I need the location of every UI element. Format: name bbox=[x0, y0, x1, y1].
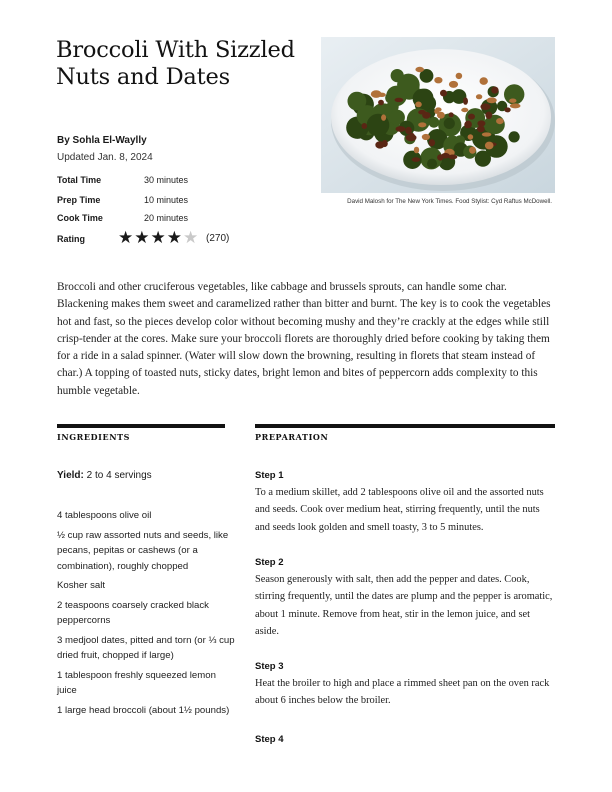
step-label: Step 1 bbox=[255, 470, 284, 481]
prep-time-value: 10 minutes bbox=[144, 195, 189, 205]
author-byline[interactable]: By Sohla El-Waylly bbox=[57, 135, 147, 146]
recipe-intro: Broccoli and other cruciferous vegetables, like cabbage and brussels sprouts, can handle some char. Blackening makes them sweet and caramelized rather than bitter and burnt. The key is to cook the vegetables hot and fast, so the pieces develop color without becoming mushy and they’re crackly at the edges while still crisp-tender at the cores. Make sure your broccoli florets are thoroughly dried before cooking by taking them for a ride in a salad spinner. (Water will slow down the browning, resulting in florets that steam instead of char.) A topping of toasted nuts, sticky dates, bright lemon and bites of peppercorn adds complexity to this humble vegetable. bbox=[57, 281, 551, 397]
step-text: Heat the broiler to high and place a rimmed sheet pan on the oven rack about 6 inches below the broiler. bbox=[255, 678, 550, 707]
yield-value: 2 to 4 servings bbox=[86, 470, 152, 481]
cook-time-value: 20 minutes bbox=[144, 213, 189, 223]
rating-stars[interactable] bbox=[118, 229, 198, 247]
step-2 bbox=[255, 557, 555, 640]
star-filled-icon[interactable]: ★ bbox=[166, 228, 182, 248]
ingredient-item: 1 tablespoon freshly squeezed lemon juice bbox=[57, 669, 216, 696]
star-filled-icon[interactable]: ★ bbox=[134, 228, 150, 248]
step-label: Step 4 bbox=[255, 734, 284, 745]
yield-label: Yield: bbox=[57, 470, 84, 481]
recipe-photo bbox=[321, 37, 555, 193]
ingredient-item: Kosher salt bbox=[57, 580, 105, 591]
ingredient-list bbox=[57, 508, 237, 722]
updated-date: Updated Jan. 8, 2024 bbox=[57, 152, 153, 163]
star-filled-icon[interactable]: ★ bbox=[118, 228, 134, 248]
yield bbox=[57, 470, 152, 481]
step-text: To a medium skillet, add 2 tablespoons olive oil and the assorted nuts and seeds. Cook over medium heat, stirring frequently, until the nuts and seeds look golden and smell toasty, 3 to 5 minutes. bbox=[255, 487, 544, 533]
step-label: Step 2 bbox=[255, 557, 284, 568]
ingredients-rule bbox=[57, 424, 225, 428]
ingredient-item: 4 tablespoons olive oil bbox=[57, 510, 152, 521]
cook-time-label: Cook Time bbox=[57, 213, 103, 223]
ingredient-item: 1 large head broccoli (about 1½ pounds) bbox=[57, 704, 230, 716]
ingredient-item: 3 medjool dates, pitted and torn (or ⅓ cup dried fruit, chopped if large) bbox=[57, 634, 235, 661]
total-time-value: 30 minutes bbox=[144, 175, 189, 185]
total-time-label: Total Time bbox=[57, 175, 102, 185]
step-3 bbox=[255, 661, 555, 710]
photo-caption: David Malosh for The New York Times. Food Stylist: Cyd Raftus McDowell. bbox=[347, 198, 552, 205]
step-text: Season generously with salt, then add the pepper and dates. Cook, stirring frequently, until the dates are plump and the pepper is aromatic, about 1 minute. Remove from heat, stir in the lemon juice, and set aside. bbox=[255, 574, 553, 637]
rating-label: Rating bbox=[57, 234, 85, 244]
recipe-title: Broccoli With Sizzled Nuts and Dates bbox=[56, 37, 295, 90]
ingredient-item: ½ cup raw assorted nuts and seeds, like pecans, pepitas or cashews (or a combination), roughly chopped bbox=[57, 529, 229, 572]
preparation-rule bbox=[255, 424, 555, 428]
preparation-heading: PREPARATION bbox=[255, 432, 329, 442]
ingredients-heading: INGREDIENTS bbox=[57, 432, 131, 442]
step-4 bbox=[255, 734, 555, 748]
broccoli-dish-illustration bbox=[321, 37, 555, 193]
star-filled-icon[interactable]: ★ bbox=[150, 228, 166, 248]
prep-time-label: Prep Time bbox=[57, 195, 101, 205]
step-1 bbox=[255, 470, 555, 536]
rating-count[interactable]: (270) bbox=[206, 233, 230, 244]
star-empty-icon[interactable]: ★ bbox=[183, 228, 199, 248]
step-label: Step 3 bbox=[255, 661, 284, 672]
ingredient-item: 2 teaspoons coarsely cracked black peppercorns bbox=[57, 599, 209, 626]
